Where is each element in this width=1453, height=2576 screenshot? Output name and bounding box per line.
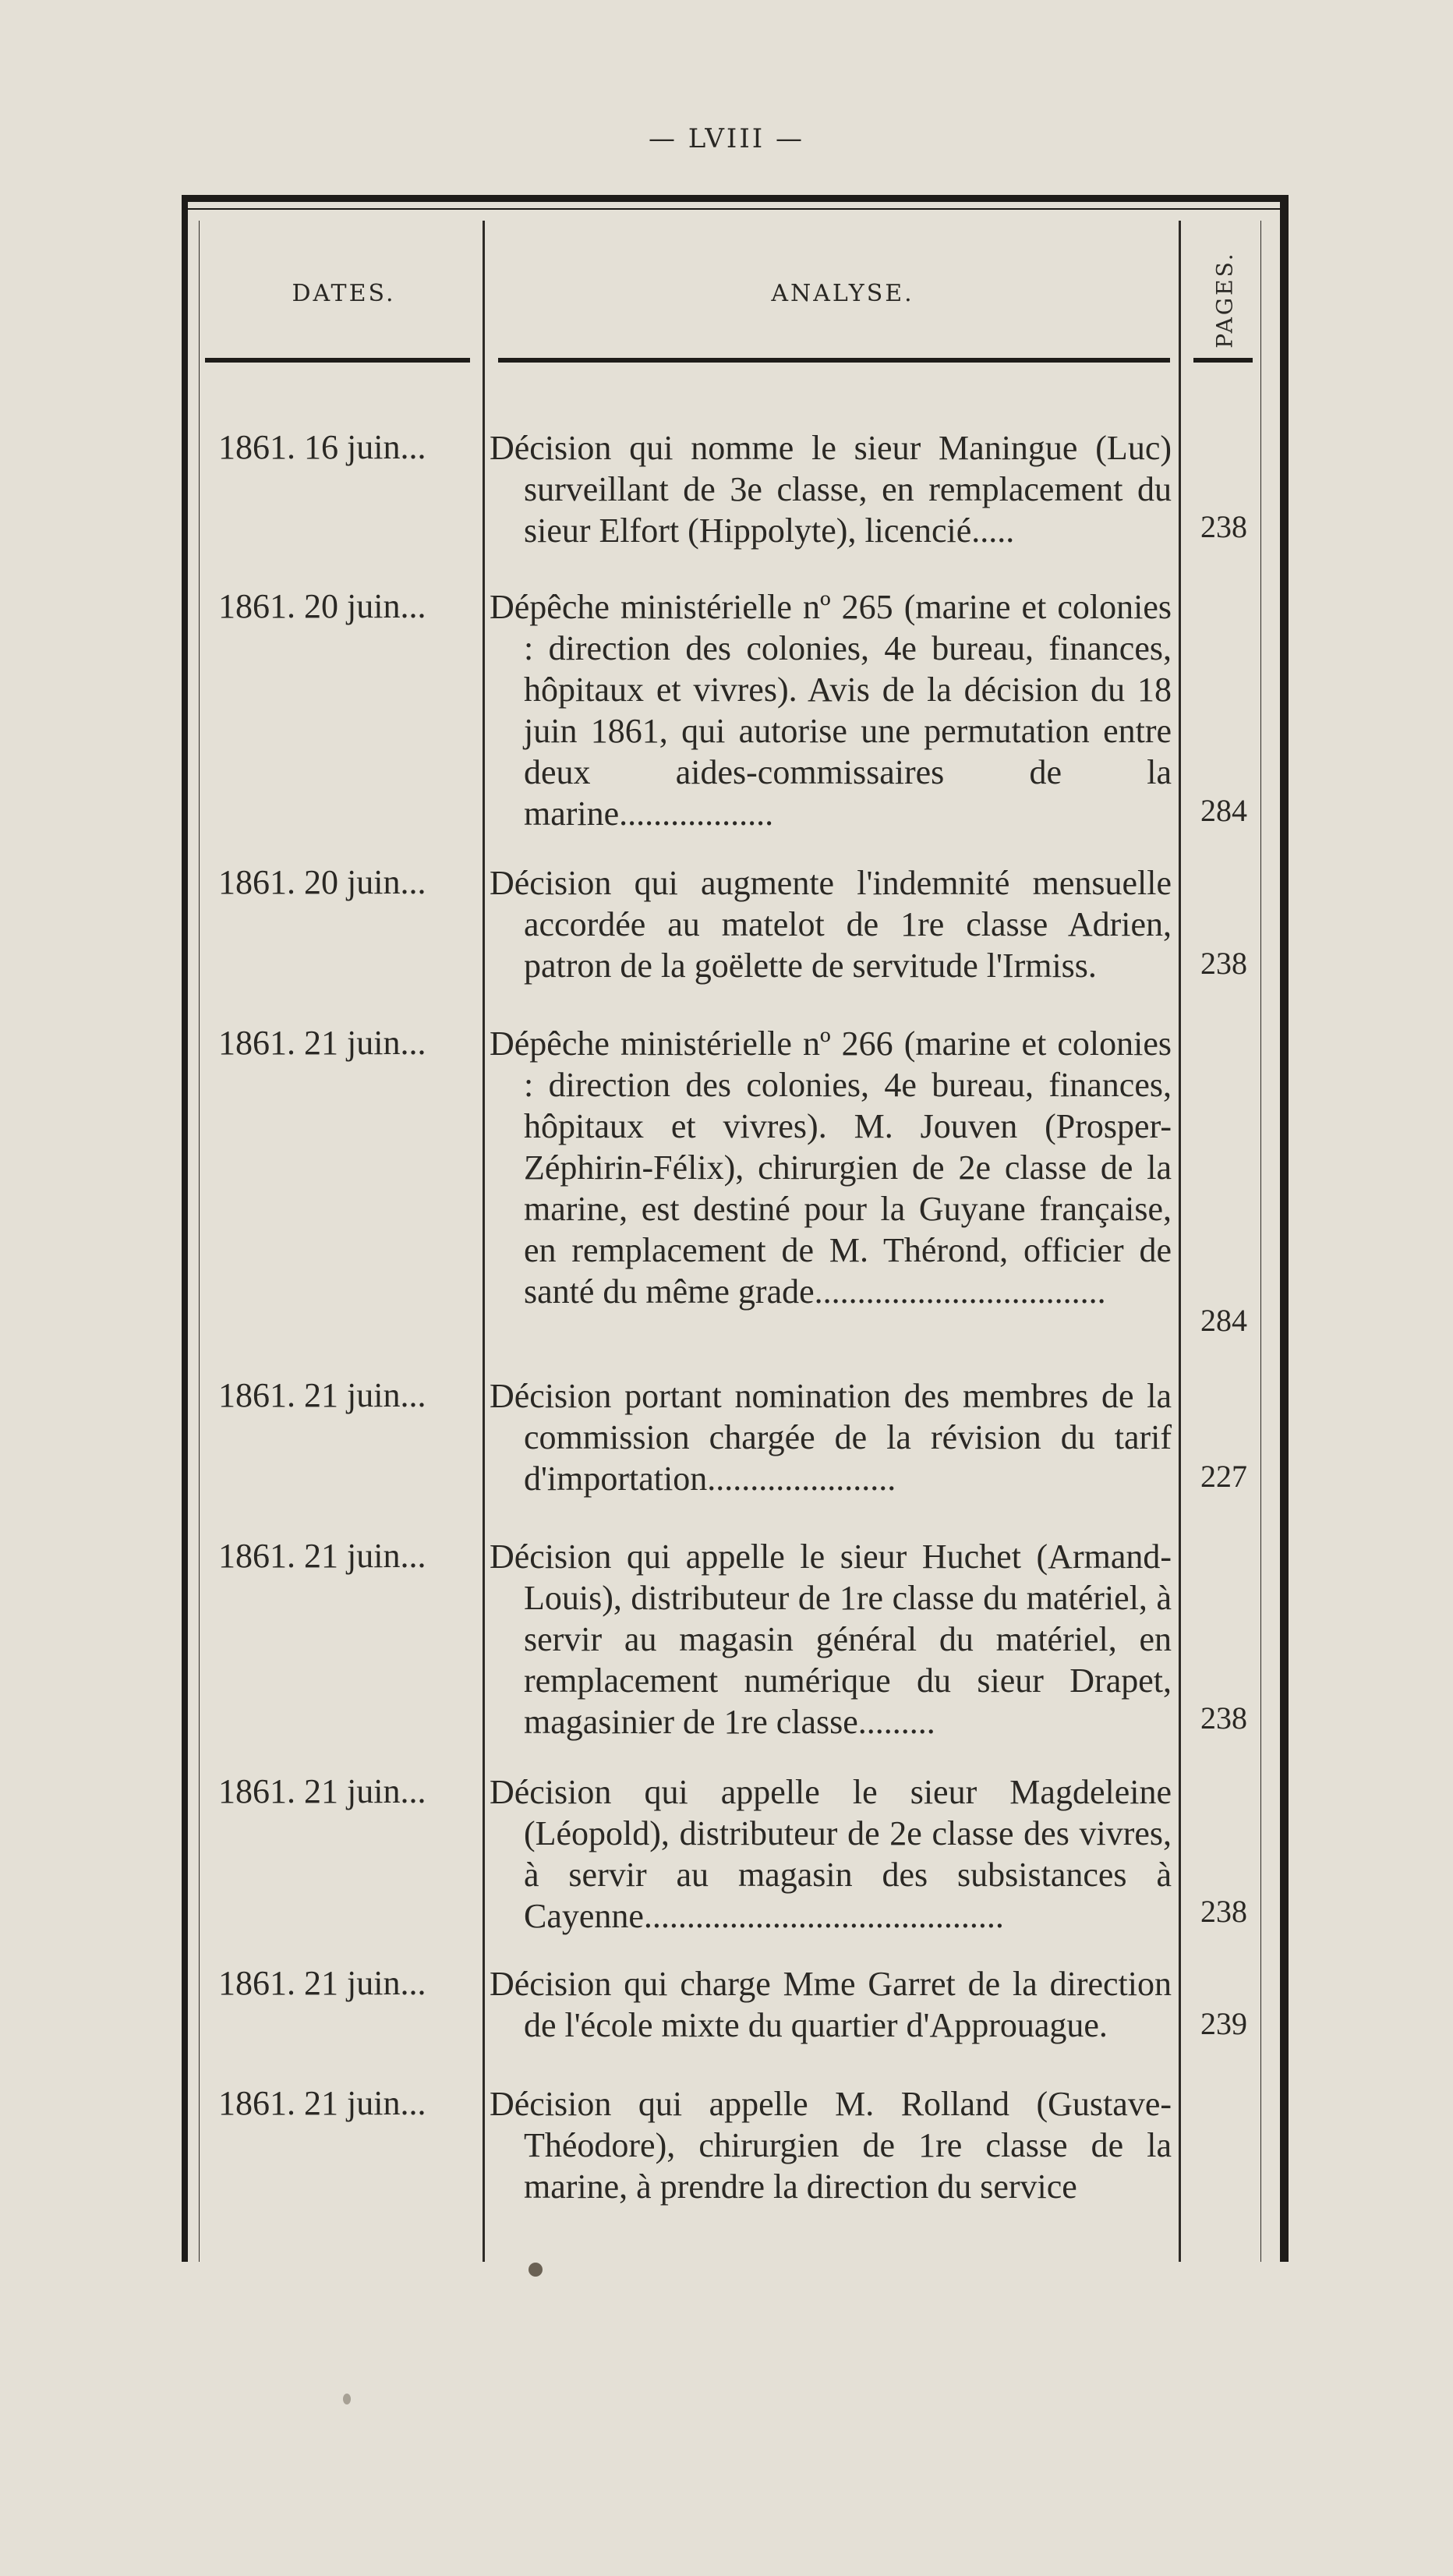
entry-analysis: Décision qui appelle le sieur Magdeleine (Léopold), distributeur de 2e classe des vivres, à servir au magasin des subsistances à Cayenne.......................................... bbox=[490, 1773, 1172, 1935]
pages-column-divider bbox=[1179, 221, 1181, 2262]
column-header-pages: PAGES. bbox=[1211, 250, 1238, 349]
entry-date: 1861. 21 juin... bbox=[218, 1537, 426, 1575]
entry-page: 238 bbox=[1200, 946, 1247, 981]
entry-date: 1861. 20 juin... bbox=[218, 863, 426, 901]
entry-date: 1861. 21 juin... bbox=[218, 1964, 426, 2002]
entry-page: 227 bbox=[1200, 1459, 1247, 1494]
entry-analysis: Décision qui charge Mme Garret de la direction de l'école mixte du quartier d'Approuague. bbox=[490, 1965, 1172, 2044]
dates-column-divider bbox=[483, 221, 485, 2262]
frame-inner-rule bbox=[188, 208, 1280, 210]
entry-page: 284 bbox=[1200, 1303, 1247, 1338]
entry-date: 1861. 20 juin... bbox=[218, 587, 426, 625]
entry-analysis: Dépêche ministérielle nº 265 (marine et colonies : direction des colonies, 4e bureau, finances, hôpitaux et vivres). Avis de la décision du 18 juin 1861, qui autorise une permutation entre deux aides-commissaires de la marine.................. bbox=[490, 588, 1172, 833]
column-header-dates: DATES. bbox=[292, 280, 396, 307]
entry-analysis: Dépêche ministérielle nº 266 (marine et colonies : direction des colonies, 4e bureau, finances, hôpitaux et vivres). M. Jouven (Prosper-Zéphirin-Félix), chirurgien de 2e classe de la marine, est destiné pour la Guyane française, en remplacement de M. Thérond, officier de santé du même grade.................................. bbox=[490, 1024, 1172, 1311]
entry-analysis: Décision qui augmente l'indemnité mensuelle accordée au matelot de 1re classe Adrien, patron de la goëlette de servitude l'Irmiss. bbox=[490, 864, 1172, 985]
entry-date: 1861. 21 juin... bbox=[218, 1772, 426, 1810]
entry-page: 238 bbox=[1200, 1700, 1247, 1736]
entry-page: 284 bbox=[1200, 793, 1247, 828]
pages-header-rule bbox=[1193, 358, 1253, 363]
analyse-header-rule bbox=[498, 358, 1170, 363]
entry-analysis: Décision qui appelle M. Rolland (Gustave-Théodore), chirurgien de 1re classe de la marine, à prendre la direction du service bbox=[490, 2085, 1172, 2206]
page-folio: — LVIII — bbox=[648, 123, 804, 154]
entry-date: 1861. 21 juin... bbox=[218, 1376, 426, 1414]
left-inner-rule bbox=[199, 221, 200, 2262]
entry-date: 1861. 21 juin... bbox=[218, 2084, 426, 2122]
entry-analysis: Décision qui appelle le sieur Huchet (Armand-Louis), distributeur de 1re classe du matériel, à servir au magasin général du matériel, en remplacement numérique du sieur Drapet, magasinier de 1re classe......... bbox=[490, 1537, 1172, 1741]
column-header-analyse: ANALYSE. bbox=[771, 280, 914, 307]
ink-spot bbox=[529, 2263, 543, 2277]
entry-date: 1861. 16 juin... bbox=[218, 428, 426, 466]
entry-page: 238 bbox=[1200, 1894, 1247, 1929]
entry-analysis: Décision portant nomination des membres de la commission chargée de la révision du tarif d'importation...................... bbox=[490, 1377, 1172, 1498]
entry-analysis: Décision qui nomme le sieur Maningue (Luc) surveillant de 3e classe, en remplacement du sieur Elfort (Hippolyte), licencié..... bbox=[490, 429, 1172, 550]
entry-date: 1861. 21 juin... bbox=[218, 1024, 426, 1062]
entry-page: 238 bbox=[1200, 509, 1247, 544]
entry-page: 239 bbox=[1200, 2006, 1247, 2041]
paper-spot bbox=[343, 2394, 351, 2404]
dates-header-rule bbox=[205, 358, 470, 363]
